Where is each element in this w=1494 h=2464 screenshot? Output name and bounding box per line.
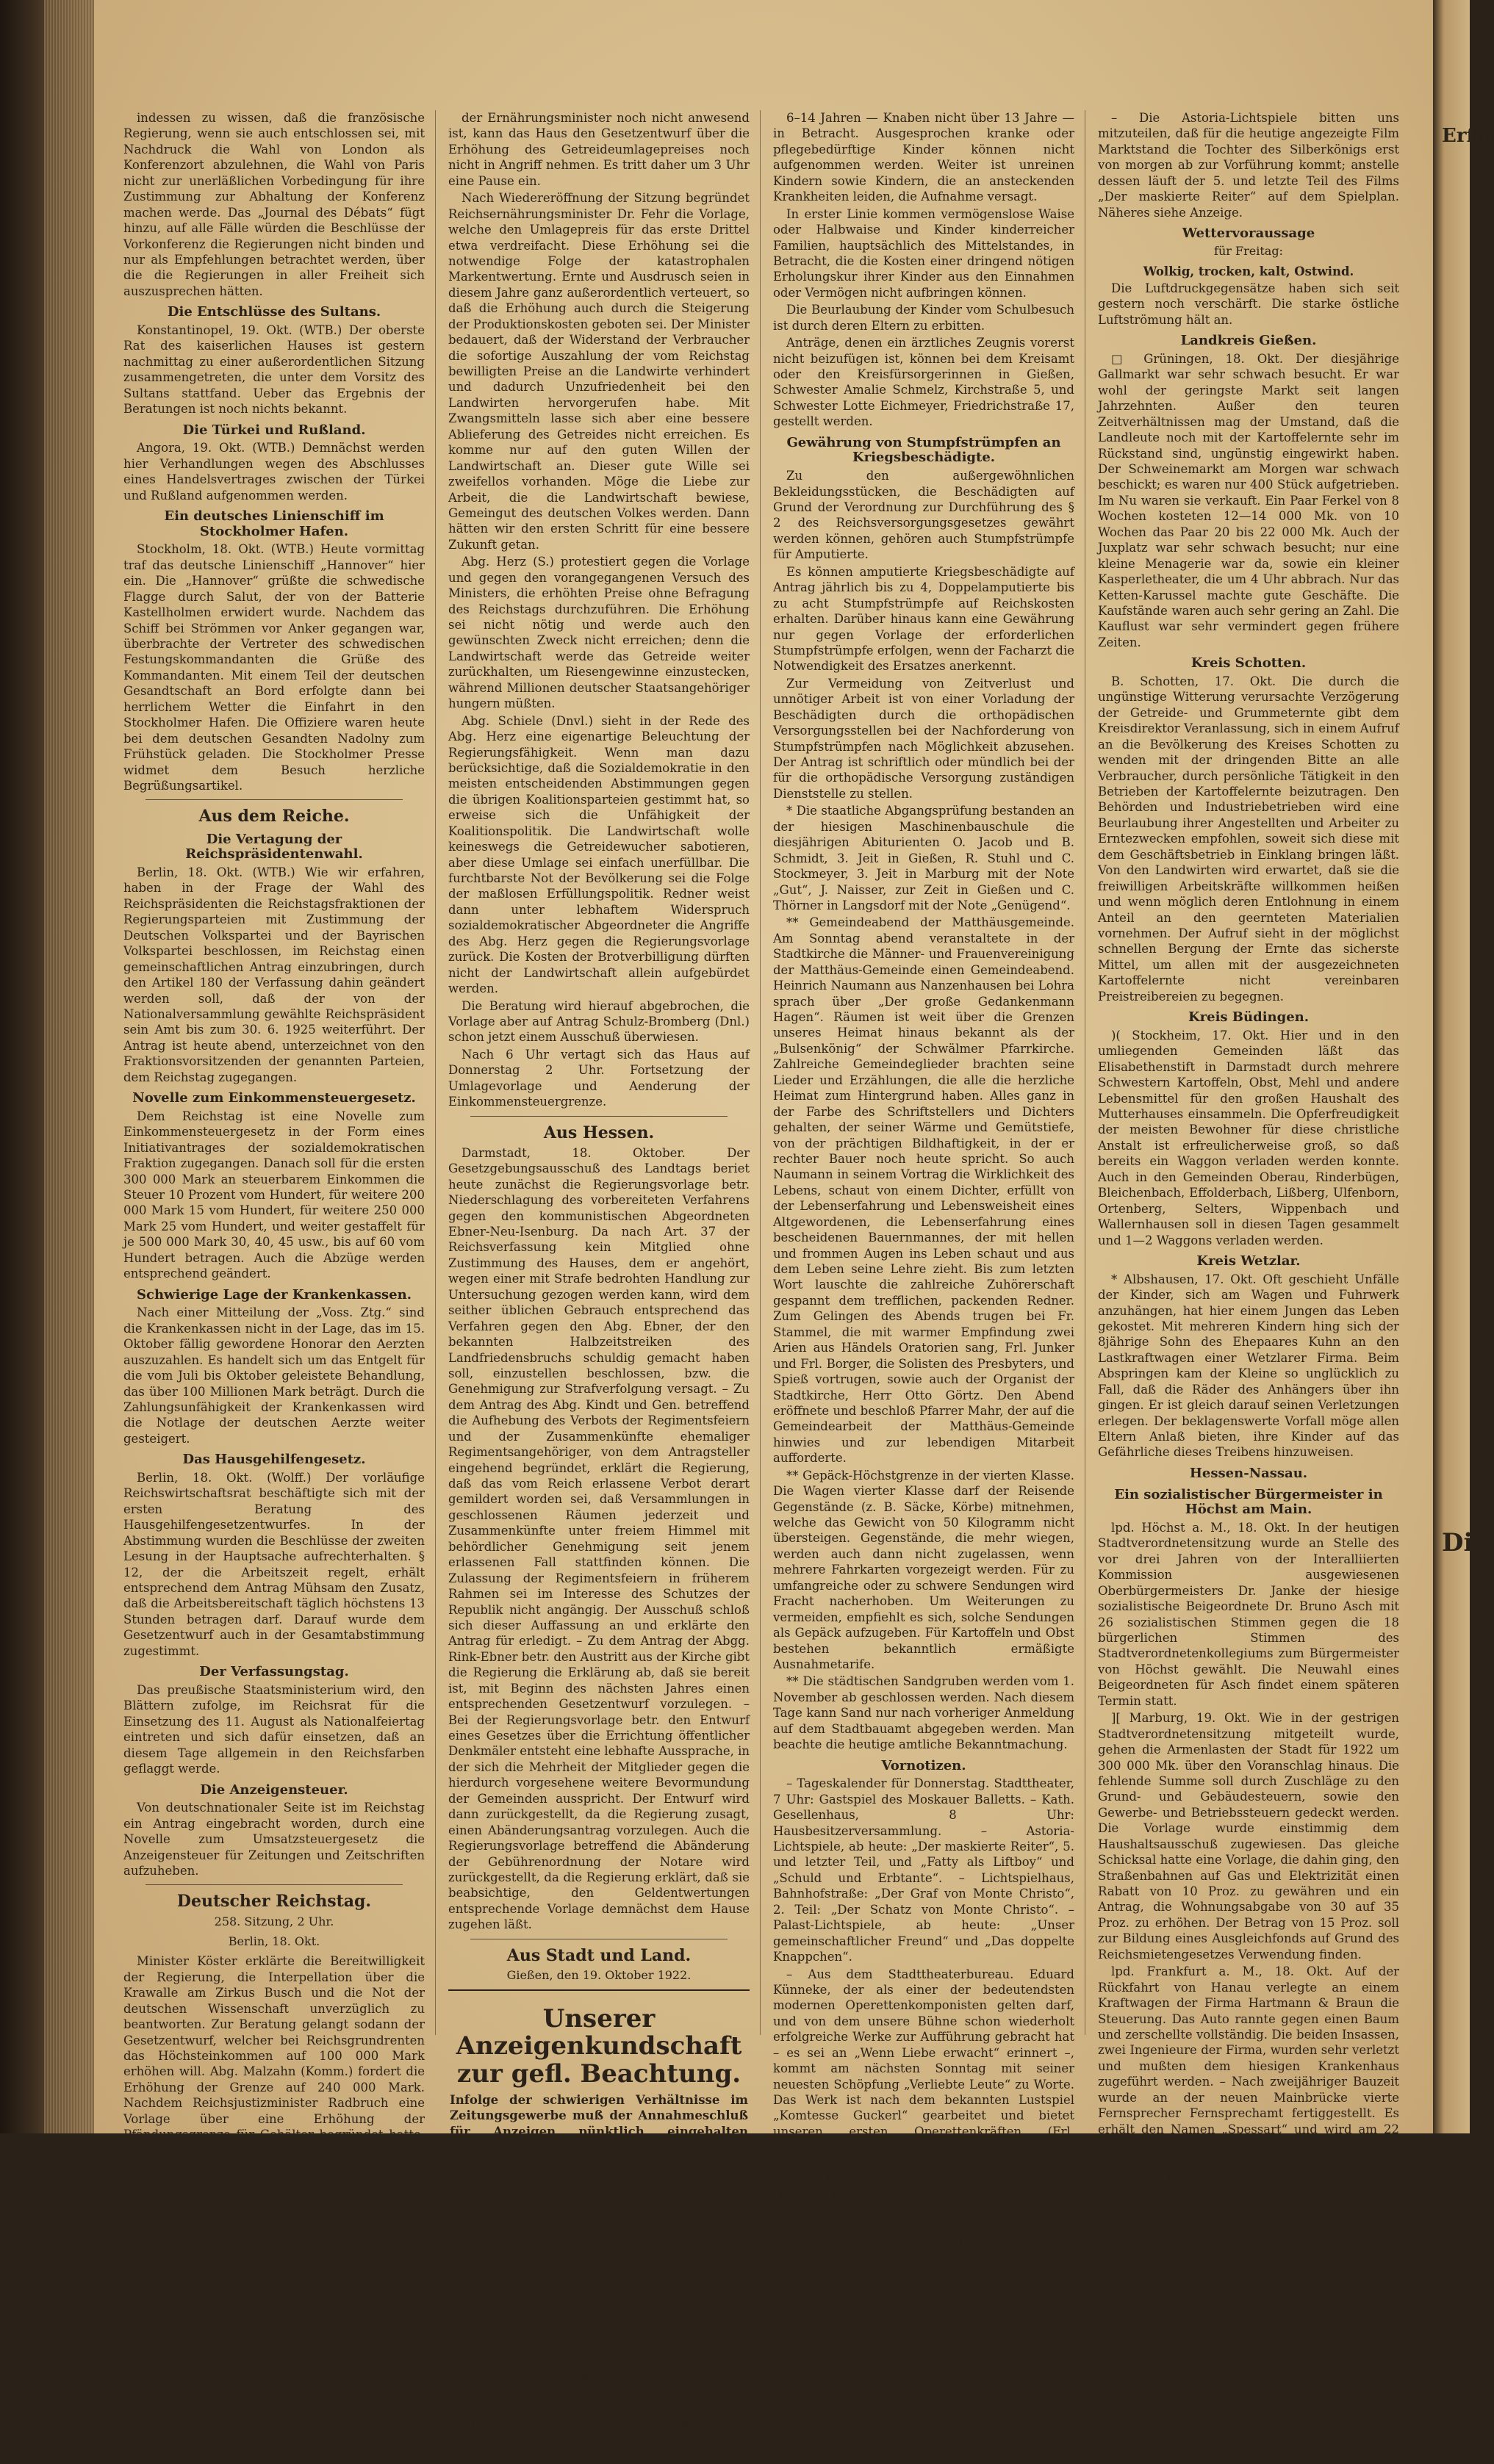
headline: Novelle zum Einkommensteuergesetz. (132, 1090, 416, 1106)
article-text: Es können amputierte Kriegsbeschädigte auf Antrag jährlich bis zu 4, Doppelamputierte bis zu acht Stumpfstrümpfe auf Reichskosten erhalten. Darüber hinaus kann eine Gewährung nur gegen Vorlage der erforderlichen Stumpfstrümpfe erfolgen, wenn der Facharzt die Notwendigkeit des Ersatzes anerkennt. (773, 564, 1075, 674)
session-line: 258. Sitzung, 2 Uhr. (214, 1914, 334, 1928)
adjacent-page-text: Di (1442, 1528, 1473, 1557)
article-text: Durch Spenden amerikanischer Frauen und Männer deutscher Abstammung in der Stadt Newark war es der Landesversicherungsanstalt möglich, im laufenden Jahre schwächlichen Kindern einen kostenlosen Erholungsaufenthalt in dem Kinderheim Newark Einsiedel zu Lindenfels zu gewähren. (448, 2305, 750, 2415)
divider (470, 1116, 728, 1117)
article-text: – Der Turnverein Gießen von 1846 hält am nächsten Sonntag in der Turnhalle (Steinstraße) ein Herbstschauturnen ab. Näheres ist aus der Anzeige ersichtlich. (773, 2220, 1074, 2282)
divider (146, 1884, 403, 1885)
article-text: – Die Astoria-Lichtspiele bitten uns mitzuteilen, daß für die heutige angezeigte Film Marktstand die Tochter des Silberkönigs erst von morgen ab zur Vorführung kommt; anstelle dessen läuft der 5. und letzte Teil des Films „Der maskierte Reiter“ auf dem Spielplan. Näheres siehe Anzeige. (1098, 111, 1399, 220)
headline: Der Verfassungstag. (199, 1664, 349, 1680)
dollar-box (1098, 2190, 1399, 2298)
article-text: ][ Marburg, 19. Okt. Wie in der gestrigen Stadtverordnetensitzung mitgeteilt wurde, gehen die Armenlasten der Stadt für 1922 um 300 000 Mk. über den Voranschlag hinaus. Die fehlende Summe soll durch Zuschläge zu den Grund- und Gebäudesteuern, sowie den Gewerbe- und Betriebssteuern gedeckt werden. Die Vorlage wurde einstimmig dem Haushaltsausschuß zugewiesen. Das gleiche Schicksal hatte eine Vorlage, die dahin ging, den Straßenbahnen auf Gas und Elektrizität einen Rabatt von 10 Proz. zu gewähren und ein Antrag, die Wohnungsabgabe von 30 auf 35 Proz. zu erhöhen. Der Betrag von 15 Proz. soll zur Bildung eines Ausgleichfonds auf Grund des Reichsmietengesetzes Verwendung finden. (1098, 1711, 1399, 1962)
article-text: Die Beratung wird hierauf abgebrochen, die Vorlage aber auf Antrag Schulz-Bromberg (Dnl.) schon jetzt einem Ausschuß überwiesen. (448, 998, 750, 1045)
article-text: ** Gemeindeabend der Matthäusgemeinde. Am Sonntag abend veranstaltete in der Stadtkirche die Männer- und Frauenvereinigung der Matthäus-Gemeinde einen Gemeindeabend. Heinrich Naumann aus Nanzenhausen bei Lohra sprach über „Der große Gedankenmann Hagen“. Räumen ist weit über die Grenzen unseres Heimat hinaus bekannt als der „Bulsenkönig“ der Schwälmer Pfarrkirche. Zahlreiche Gemeindeglieder brachten seine Lieder und Erzählungen, die alle die herzliche Heimat zum Hintergrund haben. Alles ganz in der Farbe des Schriftstellers und Dichters gehalten, der seiner Wärme und Gemütstiefe, von der prächtigen Bildhaftigkeit, in der er rechter Bauer noch heute spricht. So auch Naumann in seinem Vortrag die Wirklichkeit des Lebens, schaut von einem Dichter, erfüllt von der Lebenserfahrung und Lebensweisheit eines Altgewordenen, die Lebenserfahrung eines bescheidenen Bauernmannes, der mit hellen und frommen Augen ins Leben schaut und aus dem Leben seine Lehre zieht. Bis zum letzten Wort lauschte die zahlreiche Zuhörerschaft gespannt dem trefflichen, packenden Redner. Zum Gelingen des Abends trugen bei Fr. Stammel, die mit warmer Empfindung zwei Arien aus Händels Oratorien sang, Frl. Junker und Frl. Borger, die Solisten des Presbyters, und Spieß vortrugen, sowie auch der Organist der Stadtkirche, Herr Otto Görtz. Den Abend eröffnete und beschloß Pfarrer Mahr, der auf die Gemeindearbeit der Matthäus-Gemeinde hinwies und zur lebendigen Mitarbeit aufforderte. (773, 915, 1074, 1466)
adjacent-page-edge (1433, 0, 1494, 2133)
headline: Die Anzeigensteuer. (200, 1782, 348, 1798)
column-2 (448, 110, 750, 2463)
article-text: Zur Vermeidung von Zeitverlust und unnötiger Arbeit ist von einer Vorladung der Beschädigten durch die orthopädischen Versorgungsstellen bei der Nachforderung von Stumpfstrümpfen nach Möglichkeit abzusehen. Der Antrag ist schriftlich oder mündlich bei der für die orthopädische Versorgung zuständigen Dienststelle zu stellen. (773, 676, 1074, 801)
headline: Landkreis Gießen. (1180, 333, 1317, 349)
headline: Wettervoraussage (1182, 226, 1315, 242)
headline: Die Türkei und Rußland. (182, 422, 366, 438)
dollar-title: Heutiger Stand des Dollars (1136, 2202, 1361, 2251)
headline: Vornotizen. (881, 1757, 966, 1773)
adjacent-page-text: Erfin (1442, 125, 1494, 147)
headline: Ein deutsches Linienschiff im Stockholmer Hafen. (164, 508, 384, 539)
article-text: indessen zu wissen, daß die französische Regierung, wenn sie auch entschlossen sei, mit Nachdruck die Wahl von London als Konferenzort abzulehnen, die Wahl von Paris nicht zur unerläßlichen Vorbedingung für ihre Zustimmung zur Abhaltung der Konferenz machen werde. Das „Journal des Débats“ fügt hinzu, auf alle Fälle würden die Beschlüsse der Vorkonferenz die Regierungen nicht binden und nur als Empfehlungen betrachtet werden, über die die Regierungen in aller Freiheit sich auszusprechen hätten. (123, 111, 425, 298)
article-text: lpd. Frankfurt a. M., 18. Okt. Auf der Rückfahrt von Hanau verlegte an einem Kraftwagen der Firma Hartmann & Braun die Steuerung. Das Auto rannte gegen einen Baum und zerschellte vollständig. Die beiden Insassen, zwei Ingenieure der Firma, wurden sehr verletzt und mußten dem hiesigen Krankenhaus zugeführt werden. – Nach zweijähriger Bauzeit wurde an der neuen Mainbrücke vierte Fernsprecher Fernsprechamt fertiggestellt. Es erhält den Namen „Spessart“ und wird am 22 Oktober dem Betrieb übergeben. Es können zunächst 3000 Anschlußnummern von den Aemtern „Hansa“ und „Römer“ zugeteilt. (1098, 1964, 1399, 2183)
article-text: Abg. Schiele (Dnvl.) sieht in der Rede des Abg. Herz eine eigenartige Beleuchtung der Regierungsfähigkeit. Wenn man dazu berücksichtige, daß die Sozialdemokratie in den meisten entscheidenden Abstimmungen gegen die übrigen Koalitionsparteien gestimmt hat, so erweise sich die Unfähigkeit der Koalitionspolitik. Die Landwirtschaft wolle keineswegs die Getreidewucher sabotieren, aber diese Umlage sei einfach unerfüllbar. Die furchtbarste Not der Bevölkerung sei die Folge der maßlosen Erfüllungspolitik. Redner weist dann unter lebhaftem Widerspruch sozialdemokratischer Abgeordneter die Angriffe des Abg. Herz gegen die Regierungsvorlage zurück. Die Kosten der Brotverbilligung dürften nicht der Landwirtschaft allein aufgebürdet werden. (448, 713, 750, 996)
article-text: Stockholm, 18. Okt. (WTB.) Heute vormittag traf das deutsche Linienschiff „Hannover“ hier ein. Die „Hannover“ grüßte die schwedische Flagge durch Salut, der von der Batterie Kastellholmen erwidert wurde. Nachdem das Schiff bei Strömmen vor Anker gegangen war, überbrachte der Vertreter des schwedischen Festungskommandanten die Grüße des Kommandanten. Mit einem Teil der deutschen Gesandtschaft an Bord erfolgte dann bei herrlichem Wetter die Einfahrt in den Stockholmer Hafen. Die Offiziere waren heute bei dem deutschen Gesandten Nadolny zum Frühstück geladen. Die Stockholmer Presse widmet dem Besuch herzliche Begrüßungsartikel. (123, 542, 425, 793)
article-text: Dem Reichstag ist eine Novelle zum Einkommensteuergesetz in der Form eines Initiativantrages der sozialdemokratischen Fraktion zugegangen. Danach soll für die ersten 300 000 Mark an steuerbarem Einkommen die Steuer 10 Prozent vom Hundert, für weitere 200 000 Mark 15 vom Hundert, für weitere 250 000 Mark 25 vom Hundert, und weiter gestaffelt für je 500 000 Mark 30, 40, 45 usw., bis auf 60 vom Hundert betragen. Auch die Abzüge werden entsprechend geändert. (123, 1109, 425, 1281)
headline: Das Hausgehilfengesetz. (182, 1452, 366, 1468)
headline: Ein sozialistischer Bürgermeister in Höchst am Main. (1114, 1486, 1383, 1518)
article-text: lpd. Höchst a. M., 18. Okt. In der heutigen Stadtverordnetensitzung wurde an Stelle des vor drei Jahren von der Interalliierten Kommission ausgewiesenen Oberbürgermeisters Dr. Janke der hiesige sozialistische Beigeordnete Dr. Bruno Asch mit 26 sozialistischen Stimmen gegen die 18 bürgerlichen Stimmen des Stadtverordnetenkollegiums zum Bürgermeister von Höchst gewählt. Die Neuwahl eines Beigeordneten für Asch findet einem späteren Termin statt. (1098, 1520, 1399, 1708)
article-text: Das preußische Staatsministerium wird, den Blättern zufolge, im Reichsrat für die Einsetzung des 11. August als Nationalfeiertag eintreten und sich dafür einsetzen, daß an diesem Tage allgemein in den Reichsfarben geflaggt werde. (123, 1682, 425, 1776)
headline: Die Vertagung der Reichspräsidentenwahl. (185, 831, 363, 862)
dateline: Gießen, den 19. Oktober 1922. (506, 1968, 692, 1983)
column-1 (123, 110, 425, 2205)
dateline: Berlin, 18. Okt. (228, 1934, 320, 1948)
dollar-rates: Berlin 3175, Frankfurt 3150—3200. (1101, 2274, 1396, 2292)
forecast-summary: Wolkig, trocken, kalt, Ostwind. (1143, 264, 1354, 278)
headline: Gewährung von Stumpfstrümpfen an Kriegsbeschädigte. (786, 434, 1061, 466)
headline: Hessen-Nassau. (1189, 1465, 1308, 1481)
article-text: 6–14 Jahren — Knaben nicht über 13 Jahre — in Betracht. Ausgesprochen kranke oder pflegebedürftige Kinder können nicht aufgenommen werden. Weiter ist unreinen Kindern sowie Kindern, die an ansteckenden Krankheiten leiden, die Aufnahme versagt. (773, 111, 1074, 204)
article-text: Berlin, 18. Okt. (Wolff.) Der vorläufige Reichswirtschaftsrat beschäftigte sich mit der ersten Beratung des Hausgehilfengesetzentwurfes. In der Abstimmung wurden die Beschlüsse der zweiten Lesung in der Hauptsache aufrechterhalten. § 12, der die Arbeitszeit regelt, erhält entsprechend dem Antrag Mühsam den Zusatz, daß die Arbeitsbereitschaft täglich höchstens 13 Stunden betragen darf. Darauf wurde dem Gesetzentwurf auch in der Gesamtabstimmung zugestimmt. (123, 1470, 425, 1658)
article-text: Zu den außergewöhnlichen Bekleidungsstücken, die Beschädigten auf Grund der Verordnung zur Durchführung des § 2 des Reichsversorgungsgesetzes gewährt werden können, gehören auch Stumpfstrümpfe für Amputierte. (773, 469, 1074, 562)
forecast-day: für Freitag: (1214, 243, 1283, 258)
article-text: Von deutschnationaler Seite ist im Reichstag ein Antrag eingebracht worden, durch eine Novelle zum Umsatzsteuergesetz die Anzeigensteuer für Zeitungen und Zeitschriften aufzuheben. (123, 1801, 425, 1878)
article-text: ** Gepäck-Höchstgrenze in der vierten Klasse. Die Wagen vierter Klasse darf der Reisende Gegenstände (z. B. Säcke, Körbe) mitnehmen, welche das Gewicht von 50 Kilogramm nicht übersteigen. Gegenstände, die mehr wiegen, werden auch dann nicht zugelassen, wenn mehrere Fahrkarten vorgezeigt werden. Für zu umfangreiche oder zu schwere Sendungen wird Fracht nacherhoben. Um Weiterungen zu vermeiden, empfiehlt es sich, solche Sendungen als Gepäck aufzugeben. Für Kartoffeln und Obst bestehen bekanntlich ermäßigte Ausnahmetarife. (773, 1468, 1074, 1671)
article-text: Abg. Herz (S.) protestiert gegen die Vorlage und gegen den vorangegangenen Versuch des Ministers, die erhöhten Preise ohne Befragung des Reichstags durchzuführen. Die Erhöhung sei nicht nötig und werde auch den gewünschten Zweck nicht erreichen; denn die Landwirtschaft werde das Getreide weiter zurückhalten, um Riesengewinne einzustecken, während Millionen deutscher Staatsangehöriger hungern müßten. (448, 555, 750, 711)
article-text: * Albshausen, 17. Okt. Oft geschieht Unfälle der Kinder, sich am Wagen und Fuhrwerk anzuhängen, hat hier einem Jungen das Leben gekostet. Mit mehreren Kindern hing sich der 8jährige Sohn des Ehepaares Kuhn an den Lastkraftwagen einer Wetzlarer Firma. Beim Abspringen kam der Kleine so unglücklich zu Fall, daß die Räder des Anhängers über ihn gingen. Er ist gleich darauf seinen Verletzungen erlegen. Der beklagenswerte Vorfall möge allen Eltern Anlaß bieten, ihre Kinder auf das Gefährliche dieses Treibens hinzuweisen. (1098, 1272, 1399, 1460)
column-3 (773, 110, 1075, 2282)
section-heading: Aus Stadt und Land. (506, 1945, 692, 1965)
article-text: – Aus dem Stadttheaterbureau. Eduard Künneke, der als einer der bedeutendsten modernen Operettenkomponisten gelten darf, und von dem unsere Bühne schon wiederholt erfolgreiche Werke zur Aufführung gebracht hat – es sei an „Wenn Liebe erwacht“ erinnert –, kommt am nächsten Sonntag mit seiner neuesten Schöpfung „Verliebte Leute“ zu Worte. Das Werk ist nach dem bekannten Lustspiel „Komtesse Guckerl“ gearbeitet und bietet unseren ersten Operettenkräften (Frl. Wiltberger und Frl. Wander sowie den Herren Holl, Richter und Hellborn) dankbare Aufgaben. Die Spielleitung liegt in den Händen des Herrn Holl, die Tanzarrangements sind von Frau Oldini einstudiert. (773, 1967, 1074, 2218)
article-text: Diese Kuren sollen auch künftig weitergeführt werden. Es kommen nur erholungsbedürftige Kinder im Alter von (448, 2417, 750, 2463)
article-text: Die Luftdruckgegensätze haben sich seit gestern noch verschärft. Die starke östliche Luftströmung hält an. (1098, 281, 1399, 327)
article-text: In erster Linie kommen vermögenslose Waise oder Halbwaise und Kinder kinderreicher Familien, hauptsächlich des Mittelstandes, in Betracht, die die Kosten einer dringend nötigen Erholungskur ihrer Kinder aus den Einnahmen oder Vermögen nicht aufbringen können. (773, 206, 1074, 300)
article-text: □ Grüningen, 18. Okt. Der diesjährige Gallmarkt war sehr schwach besucht. Er war wohl der geringste Markt seit langen Jahrzehnten. Außer den teuren Zeitverhältnissen mag der Umstand, daß die Landleute noch mit der Kartoffelernte sehr im Rückstand sind, ungünstig eingewirkt haben. Der Schweinemarkt am Morgen war schwach beschickt; es waren nur 400 Stück aufgetrieben. Im Nu waren sie verkauft. Ein Paar Ferkel von 8 Wochen kosteten 12—14 000 Mk. von 10 Wochen das Paar 20 bis 22 000 Mk. Auch der Juxplatz war sehr schwach besucht; nur eine kleine Menagerie war da, sowie ein kleiner Kasperletheater, die um 4 Uhr abbrach. Nur das Ketten-Karussel machte gute Geschäfte. Die Kaufstände waren auch sehr gering an Zahl. Die Kauflust war sehr vermindert gegen frühere Zeiten. (1098, 351, 1399, 649)
article-text: * Die staatliche Abgangsprüfung bestanden an der hiesigen Maschinenbauschule die diesjährigen Abiturienten O. Jacob und B. Schmidt, 3. Jeit in Gießen, R. Stuhl und C. Stockmeyer, 3. Jeit in Marburg mit der Note „Gut“, J. Naisser, zur Zeit in Gießen und C. Thörner in Langsdorf mit der Note „Genügend“. (773, 804, 1074, 912)
article-text: Darmstadt, 18. Oktober. Der Gesetzgebungsausschuß des Landtags beriet heute zunächst die Regierungsvorlage betr. Niederschlagung des vorbereiteten Verfahrens gegen den kommunistischen Abgeordneten Ebner-Neu-Isenburg. Da nach Art. 37 der Reichsverfassung kein Mitglied ohne Zustimmung des Hauses, dem er angehört, wegen einer mit Strafe bedrohten Handlung zur Untersuchung gezogen werden kann, wird dem seither üblichen Gebrauch entsprechend das Verfahren gegen den Abg. Ebner, der den bekannten Halbzeitstreiken des Landfriedensbruchs schuldig gemacht haben soll, einzustellen beschlossen, bzw. die Genehmigung zur Strafverfolgung versagt. – Zu dem Antrag des Abg. Kindt und Gen. betreffend die Aufhebung des Verbots der Regimentsfeiern und der Zusammenkünfte ehemaliger Regimentsangehöriger, von dem Antragsteller eingehend begründet, erklärt die Regierung, daß das vom Reich erlassene Verbot derart gemildert worden sei, daß Versammlungen in geschlossenen Räumen jederzeit und Zusammenkünfte unter freiem Himmel mit behördlicher Genehmigung seit jenem erlassenen Fall stattfinden können. Die Zulassung der Regimentsfeiern in früherem Rahmen sei im Interesse des Schutzes der Republik nicht angängig. Der Ausschuß schloß sich dieser Auffassung an und erklärte den Antrag für erledigt. – Zu dem Antrag der Abgg. Rink-Ebner betr. den Austritt aus der Kirche gibt die Regierung die Erklärung ab, daß sie bereit ist, mit Beginn des nächsten Jahres einen entsprechenden Gesetzentwurf vorzulegen. – Bei der Regierungsvorlage betr. den Entwurf eines Gesetzes über die Errichtung öffentlicher Denkmäler entsteht eine lebhafte Aussprache, in der sich die Mehrheit der Mitglieder gegen die hierdurch vorgesehene weitere Bevormundung der Gemeinden ausspricht. Der Entwurf wird dann zurückgestellt, da die Regierung zusagt, einen Abänderungsantrag vorzulegen. Auch die Regierungsvorlage betreffend die Abänderung der Gebührenordnung der Notare wird zurückgestellt, da die Regierung erklärt, daß sie beabsichtige, den Geldentwertungen entsprechende Vorlage demnächst dem Hause zugehen läßt. (448, 1145, 750, 1932)
business-hours: von 8—12½ Uhr und von 2—5½ Uhr. (475, 2242, 722, 2257)
newspaper-page (94, 0, 1433, 2463)
headline: Kreis Büdingen. (1188, 1009, 1310, 1026)
headline: Kreis Wetzlar. (1196, 1253, 1301, 1269)
headline: Die Entschlüsse des Sultans. (167, 304, 381, 320)
notice-subtitle: Geschäftszeit (549, 2223, 649, 2239)
publisher-signature: Verlag des Gießener Anzeigers. (492, 2259, 705, 2274)
page-stack-edges (44, 0, 96, 2133)
section-heading: Deutscher Reichstag. (176, 1892, 372, 1912)
column-rule (435, 110, 436, 2035)
section-heading: Aus dem Reiche. (198, 807, 350, 826)
article-text: der Ernährungsminister noch nicht anwesend ist, kann das Haus den Gesetzentwurf über die Erhöhung des Getreideumlagepreises noch nicht in Angriff nehmen. Es tritt daher um 3 Uhr eine Pause ein. (448, 111, 750, 188)
notice-text: Infolge der schwierigen Verhältnisse im Zeitungsgewerbe muß der Annahmeschluß für Anzeigen pünktlich eingehalten werden. Die Entgegennahme von Anzeigen findet bis zum Abend vor dem Aufnahmetag statt; Anzeigen für die Samstagsnummer müssen spätestens bis Freitag mittag eingereicht sein. (450, 2093, 748, 2218)
notice-box (448, 1989, 750, 2282)
article-text: – Tageskalender für Donnerstag. Stadttheater, 7 Uhr: Gastspiel des Moskauer Balletts. – Kath. Gesellenhaus, 8 Uhr: Hausbesitzerversammlung. – Astoria-Lichtspiele, ab heute: „Der maskierte Reiter“, 5. und letzter Teil, und „Fatty als Liftboy“ und „Schuld und Erbtante“. – Lichtspielhaus, Bahnhofstraße: „Der Graf von Monte Christo“, 2. Teil: „Der Schatz von Monte Christo“. – Palast-Lichtspiele, ab heute: „Unser gemeinschaftlicher Freund“ und „Das doppelte Knappchen“. (773, 1776, 1074, 1964)
article-text: Nach einer Mitteilung der „Voss. Ztg.“ sind die Krankenkassen nicht in der Lage, das im 15. Oktober fällig gewordene Honorar den Aerzten auszuzahlen. Es handelt sich um das Entgelt für die vom Juli bis Oktober geleistete Behandlung, das über 100 Millionen Mark beträgt. Durch die Zahlungsunfähigkeit der Krankenkassen wird die Notlage der deutschen Aerzte weiter gesteigert. (123, 1305, 425, 1446)
article-text: Minister Köster erklärte die Bereitwilligkeit der Regierung, die Interpellation über die Krawalle am Zirkus Busch und die Not der deutschen Wissenschaft unverzüglich zu beantworten. Zur Beratung gelangt sodann der Gesetzentwurf, welcher bei Reichsgrundrenten das Höchsteinkommen auf 100 000 Mark erhöhen will. Abg. Malzahn (Komm.) fordert die Erhöhung der Grenze auf 240 000 Mark. Nachdem Reichsjustizminister Radbruch eine Vorlage über eine Erhöhung der Pfändungsgrenze für Gehälter begründet hatte, wird der Gesetzentwurf über Reichsgrundrenten angenommen. Die Vorlage über Aenderung des Besoldungsgesetzes für den Nachtragsetat für 1922 geht an den Haushaltsausschuß. (123, 1954, 425, 2205)
article-text: Nach 6 Uhr vertagt sich das Haus auf Donnerstag 2 Uhr. Fortsetzung der Umlagevorlage und Aenderung der Einkommensteuergrenze. (448, 1047, 750, 1109)
column-rule (760, 110, 761, 2035)
notice-title: Unserer Anzeigenkundschaft zur gefl. Beachtung. (456, 2003, 742, 2089)
article-text: )( Stockheim, 17. Okt. Hier und in den umliegenden Gemeinden läßt das Elisabethenstift in Darmstadt durch mehrere Schwestern Kartoffeln, Obst, Mehl und andere Lebensmittel für den großen Haushalt des Mutterhauses einsammeln. Die Opferfreudigkeit der meisten Bewohner für diese christliche Anstalt ist erfreulicherweise groß, so daß bereits ein Waggon verladen werden konnte. Auch in den Gemeinden Oberau, Rinderbügen, Bleichenbach, Effolderbach, Lißberg, Ulfenborn, Ortenberg, Selters, Wippenbach und Wallernhausen soll in diesen Tagen gesammelt und 1—2 Waggons verladen werden. (1098, 1028, 1399, 1247)
column-4 (1098, 110, 1399, 2292)
article-text: Berlin, 18. Okt. (WTB.) Wie wir erfahren, haben in der Frage der Wahl des Reichspräsidenten die Reichstagsfraktionen der Regierungsparteien mit Zustimmung der Deutschen Volkspartei und der Bayrischen Volkspartei beschlossen, im Reichstag einen gemeinschaftlichen Antrag einzubringen, durch den Artikel 180 der Verfassung dahin geändert werden soll, daß der von der Nationalversammlung gewählte Reichspräsident sein Amt bis zum 30. 6. 1925 weiterführt. Der Antrag ist heute abend, unterzeichnet von den Fraktionsvorsitzenden der genannten Parteien, dem Reichstag zugegangen. (123, 865, 425, 1084)
article-text: B. Schotten, 17. Okt. Die durch die ungünstige Witterung verursachte Verzögerung der Getreide- und Grummeternte gibt dem Kreisdirektor Veranlassung, sich in einem Aufruf an die Bevölkerung des Kreises Schotten zu wenden mit der dringenden Bitte an alle Verbraucher, durch persönliche Tätigkeit in den Betrieben der Kartoffelernte beizutragen. Den Behörden und Industriebetrieben wird eine Beurlaubung ihrer Angestellten und Arbeiter zu Erntezwecken empfohlen, soweit sich diese mit dem Geschäftsbetrieb in Einklang bringen läßt. Von den Landwirten wird erwartet, daß sie die freiwilligen Arbeitskräfte willkommen heißen und wenn möglich deren Entlohnung in einem Anteil an den geernteten Materialien vornehmen. Der Aufruf sieht in der möglichst schnellen Bergung der Ernte das sicherste Mittel, um allen mit der ausgezeichneten Kartoffelernte nicht vereinbaren Preistreibereien zu begegnen. (1098, 674, 1399, 1004)
article-text: Die Beurlaubung der Kinder vom Schulbesuch ist durch deren Eltern zu erbitten. (773, 303, 1074, 333)
article-text: Anträge, denen ein ärztliches Zeugnis vorerst nicht beizufügen ist, können bei dem Kreisamt oder den Kreisfürsorgerinnen in Gießen, Schwester Amalie Schmelz, Kirchstraße 5, und Schwester Lotte Eichmeyer, Friedrichstraße 17, gestellt werden. (773, 336, 1074, 429)
article-text: Konstantinopel, 19. Okt. (WTB.) Der oberste Rat des kaiserlichen Hauses ist gestern nachmittag zu einer außerordentlichen Sitzung zusammengetreten, die unter dem Vorsitz des Sultans stattfand. Ueber das Ergebnis der Beratungen ist noch nichts bekannt. (123, 323, 425, 417)
dollar-time: 10 Uhr vormittags: (1191, 2253, 1306, 2268)
divider (146, 799, 403, 800)
article-text: Angora, 19. Okt. (WTB.) Demnächst werden hier Verhandlungen wegen des Abschlusses eines Handelsvertrages zwischen der Türkei und Rußland aufgenommen werden. (123, 441, 425, 502)
article-text: Nach Wiedereröffnung der Sitzung begründet Reichsernährungsminister Dr. Fehr die Vorlage, welche den Umlagepreis für das erste Drittel etwa verdreifacht. Diese Erhöhung sei die notwendige Folge der katastrophalen Markentwertung. Ernte und Ausdrusch seien in diesem Jahre ganz außerordentlich verteuert, so daß die Erhöhung auch durch die Steigerung der Produktionskosten geboten sei. Der Minister bedauert, daß der Widerstand der Verbraucher die sofortige Auszahlung der vom Reichstag bewilligten Preise an die Landwirte verhindert und dadurch Unzufriedenheit bei den Landwirten hervorgerufen habe. Mit Zwangsmitteln lasse sich aber eine bessere Ablieferung des Getreides nicht erreichen. Es komme nur auf den guten Willen der Landwirtschaft an. Dieser gute Wille sei zweifellos vorhanden. Möge die Liebe zur Arbeit, die die Landwirtschaft bewiese, Gemeingut des deutschen Volkes werden. Dann hätten wir den ersten Schritt für eine bessere Zukunft getan. (448, 191, 750, 552)
headline: Schwierige Lage der Krankenkassen. (137, 1286, 412, 1303)
headline: Kostenlose Erholungskuren für Kinder. (453, 2287, 745, 2303)
section-heading: Aus Hessen. (543, 1123, 655, 1142)
headline: Kreis Schotten. (1190, 655, 1307, 671)
article-text: ** Die städtischen Sandgruben werden vom 1. November ab geschlossen werden. Nach diesem Tage kann Sand nur nach vorheriger Anmeldung auf dem Stadtbauamt abgegeben werden. Man beachte die heutige amtliche Bekanntmachung. (773, 1674, 1074, 1752)
